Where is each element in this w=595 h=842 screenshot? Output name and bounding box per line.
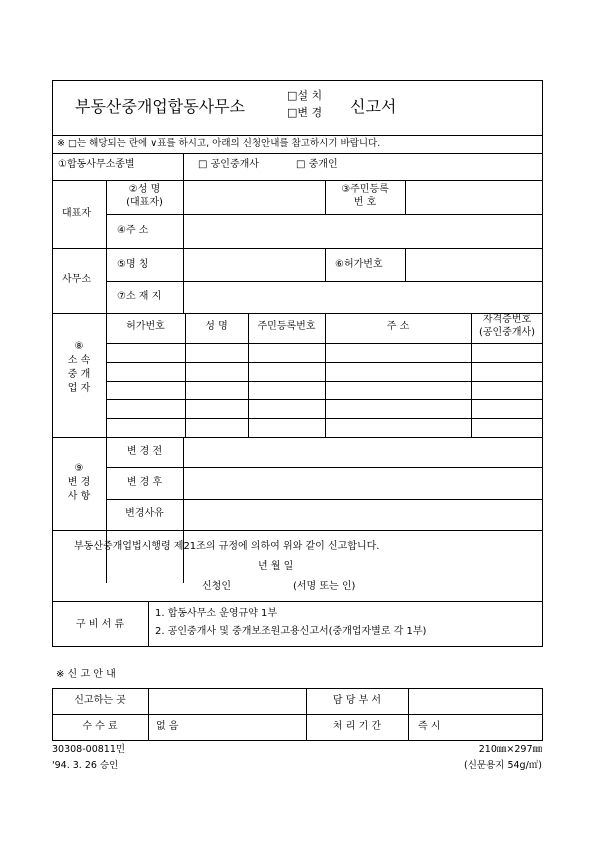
divider (183, 180, 184, 214)
representative-group-label: 대표자 (62, 208, 91, 219)
brokers-header-name: 성 명 (205, 321, 228, 332)
office-type-label: ①합동사무소종별 (58, 159, 135, 170)
changes-group-label: ⑨ 변 경 사 항 (67, 463, 91, 502)
documents-label: 구 비 서 류 (75, 619, 125, 630)
divider (52, 530, 543, 531)
divider (148, 688, 149, 741)
divider (52, 437, 543, 438)
divider (106, 499, 543, 500)
guide-where-label: 신고하는 곳 (74, 695, 126, 706)
table-row (106, 381, 543, 382)
form-title-suffix: 신고서 (350, 97, 397, 116)
divider (52, 153, 543, 154)
brokers-header-license: 허가번호 (126, 321, 165, 332)
divider (148, 601, 149, 647)
divider (183, 214, 184, 248)
table-row (106, 399, 543, 400)
brokers-group-label: ⑧ 소 속 중 개 업 자 (67, 341, 91, 394)
documents-item-1: 1. 합동사무소 운영규약 1부 (155, 608, 278, 619)
title-option-install[interactable]: □설 치 (287, 89, 323, 102)
guide-fee-value: 없 음 (156, 721, 179, 732)
guide-period-value: 즉 시 (418, 721, 441, 732)
divider (52, 180, 543, 181)
documents-item-2: 2. 공인중개사 및 중개보조원고용신고서(중개업자별로 각 1부) (155, 626, 427, 637)
instruction-note: ※ □는 해당되는 란에 ∨표를 하시고, 아래의 신청안내를 참고하시기 바랍니다. (57, 138, 381, 149)
divider (52, 601, 543, 602)
paper-size: 210㎜×297㎜ (478, 744, 542, 755)
rep-name-label: ②성 명 (128, 184, 161, 195)
rep-name-sublabel: (대표자) (126, 197, 163, 208)
divider (408, 688, 409, 741)
brokers-header-cert-sub: (공인중개사) (478, 327, 536, 338)
approval-date: '94. 3. 26 승인 (52, 760, 119, 771)
divider (405, 248, 406, 281)
table-row (106, 418, 543, 419)
rep-rrn-sublabel: 번 호 (353, 197, 377, 208)
form-number: 30308-00811민 (52, 744, 126, 755)
form-title: 부동산중개업합동사무소 (75, 97, 246, 116)
divider (52, 248, 543, 249)
title-option-change[interactable]: □변 경 (287, 106, 323, 119)
guide-period-label: 처 리 기 간 (332, 721, 382, 732)
divider (183, 437, 184, 583)
brokers-header-rrn: 주민등록번호 (257, 321, 316, 332)
divider (405, 180, 406, 214)
divider (52, 135, 543, 136)
divider (52, 714, 543, 715)
divider (325, 248, 326, 281)
divider (52, 313, 543, 314)
declaration-date: 년 월 일 (258, 561, 294, 572)
table-row (106, 343, 543, 344)
divider (106, 467, 543, 468)
applicant-label: 신청인 (202, 581, 231, 592)
divider (183, 153, 184, 180)
divider (183, 248, 184, 281)
guide-heading: ※ 신 고 안 내 (56, 669, 116, 680)
divider (106, 214, 543, 215)
divider (106, 281, 543, 282)
rep-rrn-label: ③주민등록 (341, 184, 389, 195)
changes-after-label: 변 경 후 (126, 477, 163, 488)
office-type-option-licensed[interactable]: □ 공인중개사 (198, 159, 259, 170)
office-group-label: 사무소 (62, 274, 91, 285)
rep-address-label: ④주 소 (117, 225, 149, 236)
signature-label: (서명 또는 인) (293, 581, 356, 592)
brokers-header-address: 주 소 (386, 321, 410, 332)
office-license-label: ⑥허가번호 (335, 259, 383, 270)
divider (183, 281, 184, 313)
table-row (106, 362, 543, 363)
declaration-text: 부동산중개업법시행령 제21조의 규정에 의하여 위와 같이 신고합니다. (74, 541, 380, 552)
guide-fee-label: 수 수 료 (82, 721, 118, 732)
changes-reason-label: 변경사유 (125, 508, 164, 519)
guide-dept-label: 담 당 부 서 (332, 695, 382, 706)
office-name-label: ⑤명 칭 (117, 259, 149, 270)
paper-spec: (신문용지 54g/㎡) (464, 760, 542, 771)
changes-before-label: 변 경 전 (126, 446, 163, 457)
office-location-label: ⑦소 재 지 (117, 291, 162, 302)
office-type-option-broker[interactable]: □ 중개인 (296, 159, 338, 170)
brokers-header-cert: 자격증번호 (482, 314, 532, 325)
